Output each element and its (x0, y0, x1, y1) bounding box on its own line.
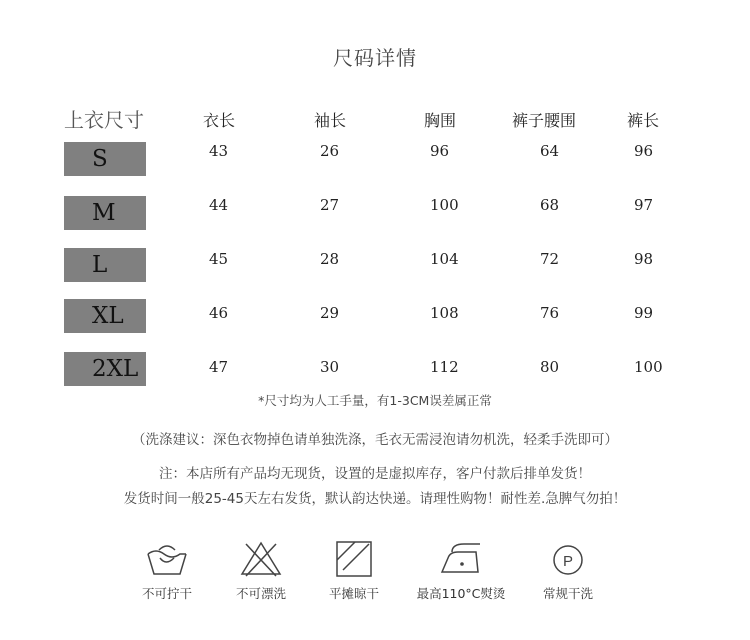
measurement-note: *尺寸均为人工手量，有1-3CM误差属正常 (258, 393, 492, 408)
table-row-label: 上衣尺寸 (64, 108, 144, 132)
table-cell: 100 (430, 196, 459, 214)
table-cell: 27 (320, 196, 340, 214)
column-header-sleeve: 袖长 (314, 111, 347, 130)
table-cell: 44 (209, 196, 229, 214)
svg-text:P: P (562, 553, 574, 570)
page-title: 尺码详情 (333, 46, 417, 70)
dry-flat-icon (331, 540, 377, 578)
column-header-pants-length: 裤长 (627, 111, 660, 130)
size-label: L (64, 248, 146, 282)
care-label: 平摊晾干 (328, 586, 379, 601)
size-label: S (64, 142, 146, 176)
care-label: 不可漂洗 (235, 586, 286, 601)
table-cell: 72 (540, 250, 560, 268)
care-item-no-bleach (216, 540, 306, 602)
wash-advice: （洗涤建议：深色衣物掉色请单独洗涤，毛衣无需浸泡请勿机洗，轻柔手洗即可） (132, 432, 618, 448)
size-label: 2XL (64, 352, 146, 386)
care-label: 最高110°C熨烫 (416, 586, 506, 601)
table-cell: 43 (209, 142, 229, 160)
table-cell: 112 (430, 358, 459, 376)
care-item-dry-clean (523, 540, 613, 602)
table-cell: 96 (430, 142, 450, 160)
care-label: 常规干洗 (542, 586, 593, 601)
care-item-no-wring (122, 540, 212, 602)
iron-icon (438, 540, 484, 578)
table-cell: 30 (320, 358, 340, 376)
table-cell: 96 (634, 142, 654, 160)
column-header-length: 衣长 (203, 111, 236, 130)
size-label: M (64, 196, 146, 230)
table-cell: 47 (209, 358, 229, 376)
table-cell: 76 (540, 304, 560, 322)
column-header-chest: 胸围 (424, 111, 457, 130)
table-cell: 29 (320, 304, 340, 322)
table-cell: 100 (634, 358, 663, 376)
table-cell: 28 (320, 250, 340, 268)
table-cell: 64 (540, 142, 560, 160)
table-cell: 46 (209, 304, 229, 322)
notice-stock: 注：本店所有产品均无现货，设置的是虚拟库存，客户付款后排单发货！ (159, 466, 591, 482)
notice-shipping: 发货时间一般25-45天左右发货，默认韵达快递。请理性购物！耐性差.急脾气勿拍！ (123, 491, 627, 507)
table-cell: 108 (430, 304, 459, 322)
table-cell: 97 (634, 196, 654, 214)
table-cell: 68 (540, 196, 560, 214)
dry-clean-icon (545, 540, 591, 578)
size-label: XL (64, 299, 146, 333)
table-cell: 80 (540, 358, 560, 376)
no-wring-icon (144, 540, 190, 578)
care-label: 不可拧干 (141, 586, 192, 601)
care-item-iron (416, 540, 506, 602)
table-cell: 45 (209, 250, 229, 268)
column-header-waist: 裤子腰围 (512, 111, 577, 130)
care-item-dry-flat (309, 540, 399, 602)
no-bleach-icon (238, 540, 284, 578)
table-cell: 26 (320, 142, 340, 160)
table-cell: 104 (430, 250, 459, 268)
table-cell: 99 (634, 304, 654, 322)
table-cell: 98 (634, 250, 654, 268)
